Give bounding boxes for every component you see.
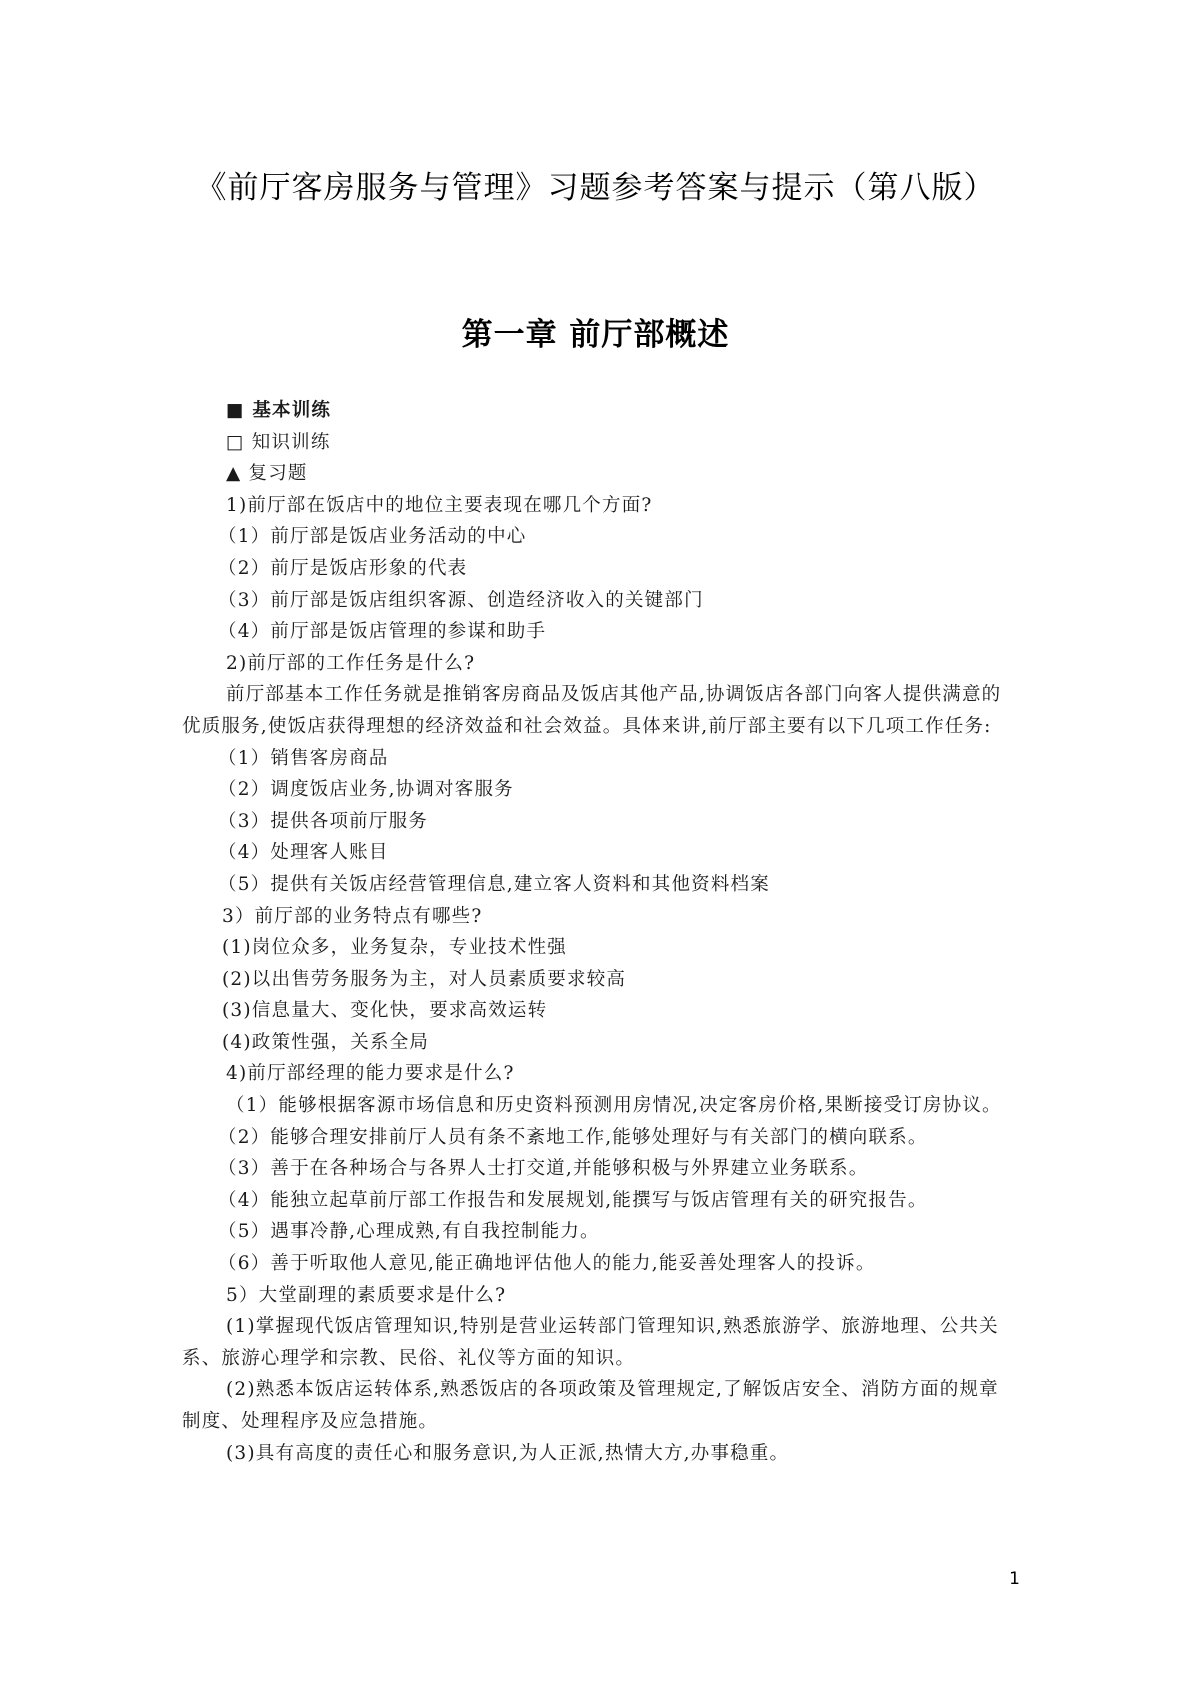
chapter-title: 第一章 前厅部概述 <box>461 317 730 353</box>
answer-item: （5）提供有关饭店经营管理信息,建立客人资料和其他资料档案 <box>218 873 770 895</box>
question-3: 3）前厅部的业务特点有哪些? <box>222 905 483 927</box>
answer-item: (3)信息量大、变化快，要求高效运转 <box>222 1000 548 1022</box>
answer-item: （2）调度饭店业务,协调对客服务 <box>218 779 514 801</box>
answer-item: （6）善于听取他人意见,能正确地评估他人的能力,能妥善处理客人的投诉。 <box>218 1253 876 1275</box>
subsection-heading-knowledge-training: □ 知识训练 <box>226 431 331 453</box>
answer-paragraph: (2)熟悉本饭店运转体系,熟悉饭店的各项政策及管理规定,了解饭店安全、消防方面的规章制度、处理程序及应急措施。 <box>182 1379 999 1432</box>
answer-item: （3）前厅部是饭店组织客源、创造经济收入的关键部门 <box>218 589 704 611</box>
answer-item: （1）销售客房商品 <box>218 747 389 769</box>
question-4: 4)前厅部经理的能力要求是什么? <box>226 1063 515 1085</box>
document-title: 《前厅客房服务与管理》习题参考答案与提示（第八版） <box>195 170 996 206</box>
question-1: 1)前厅部在饭店中的地位主要表现在哪几个方面? <box>226 494 653 516</box>
question-5: 5）大堂副理的素质要求是什么? <box>226 1284 507 1306</box>
section-heading-basic-training: ■ 基本训练 <box>226 400 332 421</box>
answer-item: (4)政策性强，关系全局 <box>222 1031 430 1053</box>
answer-item: （5）遇事冷静,心理成熟,有自我控制能力。 <box>218 1221 600 1243</box>
answer-item: （2）能够合理安排前厅人员有条不紊地工作,能够处理好与有关部门的横向联系。 <box>218 1126 928 1148</box>
answer-item: （4）处理客人账目 <box>218 842 389 864</box>
answer-item: （1）前厅部是饭店业务活动的中心 <box>218 526 527 548</box>
answer-item: （4）前厅部是饭店管理的参谋和助手 <box>218 621 547 643</box>
answer-item: （3）善于在各种场合与各界人士打交道,并能够积极与外界建立业务联系。 <box>218 1158 869 1180</box>
document-body <box>182 395 1012 1469</box>
answer-item: (2)以出售劳务服务为主，对人员素质要求较高 <box>222 968 627 990</box>
answer-item: （2）前厅是饭店形象的代表 <box>218 557 468 579</box>
subsection-heading-review-questions: ▲ 复习题 <box>226 463 308 485</box>
answer-item: (1)岗位众多，业务复杂，专业技术性强 <box>222 937 568 959</box>
question-2: 2)前厅部的工作任务是什么? <box>226 652 476 674</box>
answer-item: （4）能独立起草前厅部工作报告和发展规划,能撰写与饭店管理有关的研究报告。 <box>218 1189 928 1211</box>
answer-item: (3)具有高度的责任心和服务意识,为人正派,热情大方,办事稳重。 <box>226 1442 790 1464</box>
page-number: 1 <box>1009 1569 1020 1589</box>
answer-paragraph: 前厅部基本工作任务就是推销客房商品及饭店其他产品,协调饭店各部门向客人提供满意的优质服务,使饭店获得理想的经济效益和社会效益。具体来讲,前厅部主要有以下几项工作任务: <box>182 684 1002 737</box>
answer-paragraph: (1)掌握现代饭店管理知识,特别是营业运转部门管理知识,熟悉旅游学、旅游地理、公共关系、旅游心理学和宗教、民俗、礼仪等方面的知识。 <box>182 1316 999 1369</box>
answer-paragraph: （1）能够根据客源市场信息和历史资料预测用房情况,决定客房价格,果断接受订房协议。 <box>226 1095 1002 1117</box>
answer-item: （3）提供各项前厅服务 <box>218 810 428 832</box>
